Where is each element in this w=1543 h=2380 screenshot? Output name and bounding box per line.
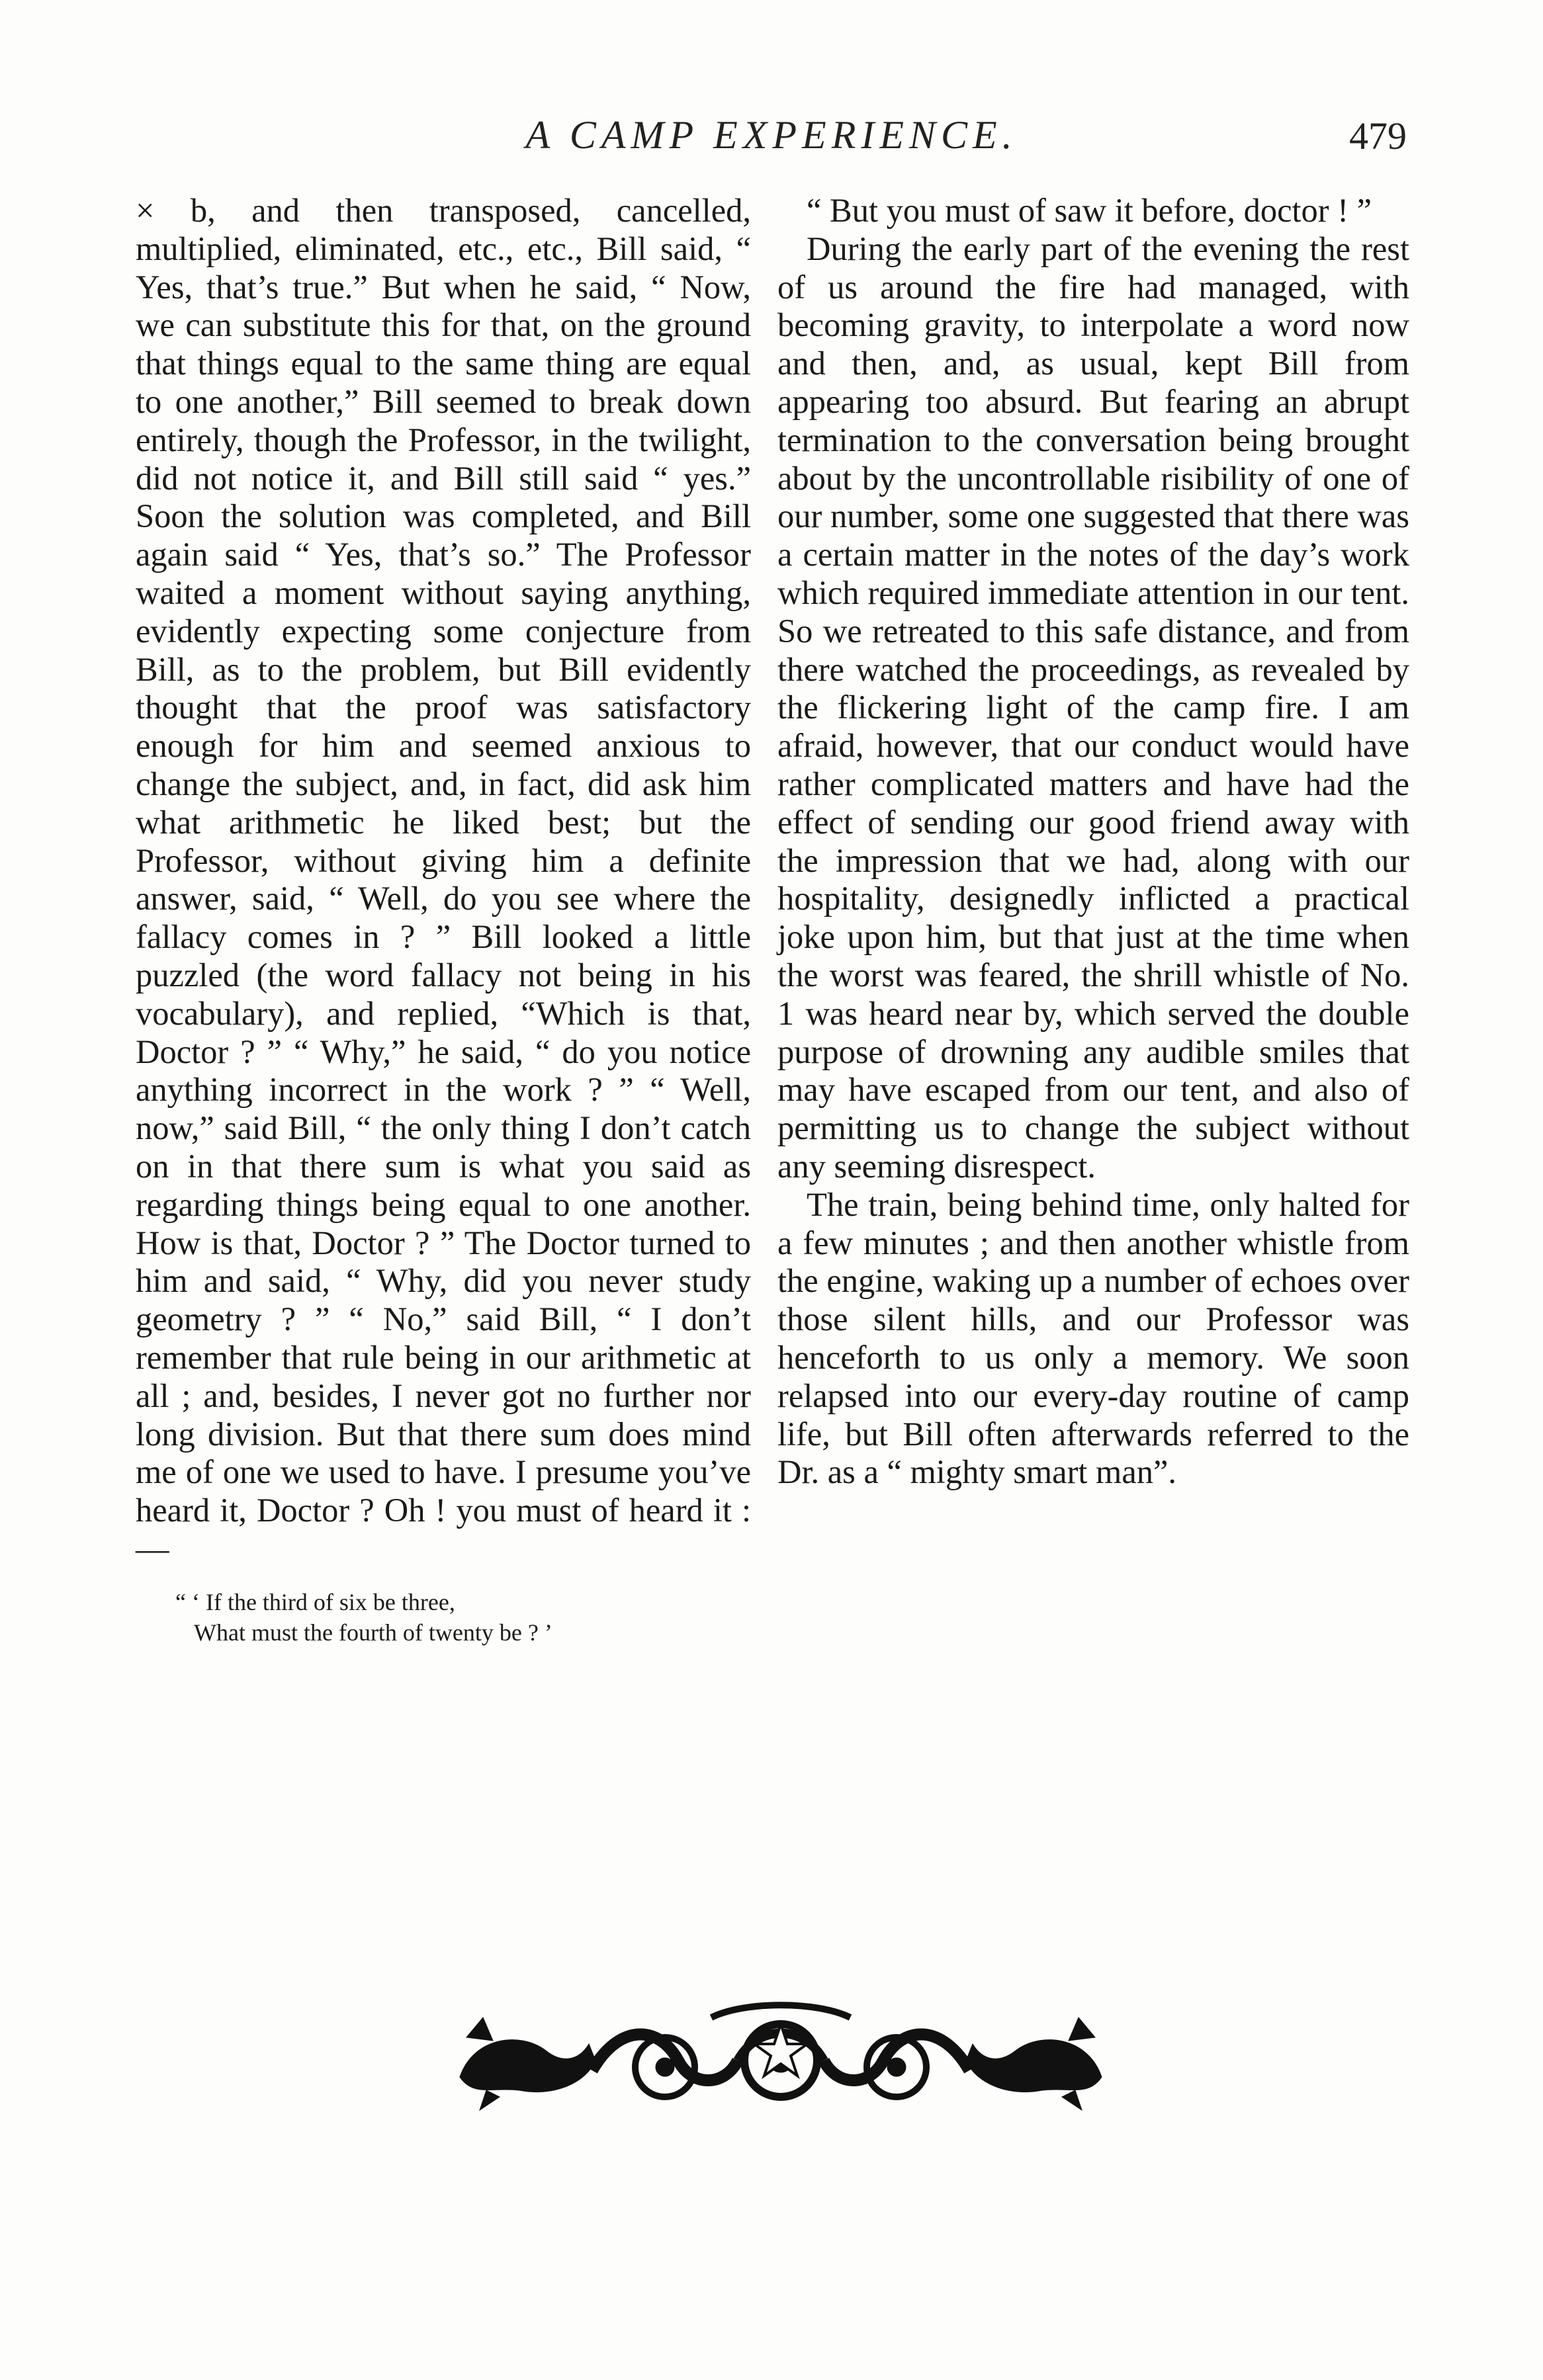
right-paragraph-1: “ But you must of saw it before, doctor ! ” <box>807 192 1372 229</box>
verse-line-2: What must the fourth of twenty be ? ’ <box>194 1619 552 1646</box>
running-title: A CAMP EXPERIENCE. <box>525 113 1018 157</box>
right-paragraph-2: During the early part of the evening the rest of us around the fire had managed, with becoming gravity, to interpolate a word now and then, and, as usual, kept Bill from appearing too absurd. But fearing an abrupt termination to the conversation being brought about by the uncontrollable risibility of one of our number, some one suggested that there was a certain matter in the notes of the day’s work which required immediate attention in our tent. So we retreated to this safe distance, and from there watched the proceedings, as revealed by the flickering light of the camp fire. I am afraid, however, that our conduct would have rather complicated matters and have had the effect of sending our good friend away with the impression that we had, along with our hospitality, designedly inflicted a practical joke upon him, but that just at the time when the worst was feared, the shrill whistle of No. 1 was heard near by, which served the double purpose of drowning any audible smiles that may have escaped from our tent, and also of permitting us to change the subject without any seeming disrespect. <box>777 230 1409 1185</box>
left-paragraph-1: × b, and then transposed, cancelled, multiplied, eliminated, etc., etc., Bill said, “ Yes, that’s true.” But when he said, “ Now, we can substitute this for that, on the ground that things equal to the same thing are equal to one another,” Bill seemed to break down entirely, though the Professor, in the twilight, did not notice it, and Bill still said “ yes.” Soon the solution was completed, and Bill again said “ Yes, that’s so.” The Professor waited a moment without saying anything, evidently expecting some conjecture from Bill, as to the problem, but Bill evidently thought that the proof was satisfactory enough for him and seemed anxious to change the subject, and, in fact, did ask him what arithmetic he liked best; but the Professor, without giving him a definite answer, said, “ Well, do you see where the fallacy comes in ? ” Bill looked a little puzzled (the word fallacy not being in his vocabulary), and replied, “Which is that, Doctor ? ” “ Why,” he said, “ do you notice anything incorrect in the work ? ” “ Well, now,” said Bill, “ the only thing I don’t catch on in that there sum is what you said as regarding things being equal to one another. How is that, Doctor ? ” The Doctor turned to him and said, “ Why, did you never study geometry ? ” “ No,” said Bill, “ I don’t remember that rule being in our arithmetic at all ; and, besides, I never got no further nor long division. But that there sum does mind me of one we used to have. I presume you’ve heard it, Doctor ? Oh ! you must of heard it :— <box>136 192 751 1567</box>
verse-line-1: “ ‘ If the third of six be three, <box>175 1588 455 1615</box>
verse-quote <box>175 1587 751 1648</box>
page-number: 479 <box>1349 114 1407 157</box>
left-column <box>136 192 751 1648</box>
decorative-tailpiece-ornament <box>447 1998 1115 2117</box>
right-column <box>777 192 1409 1492</box>
right-paragraph-3: The train, being behind time, only halted for a few minutes ; and then another whistle from the engine, waking up a number of echoes over those silent hills, and our Professor was henceforth to us only a memory. We soon relapsed into our every-day routine of camp life, but Bill often afterwards referred to the Dr. as a “ mighty smart man”. <box>777 1185 1409 1491</box>
